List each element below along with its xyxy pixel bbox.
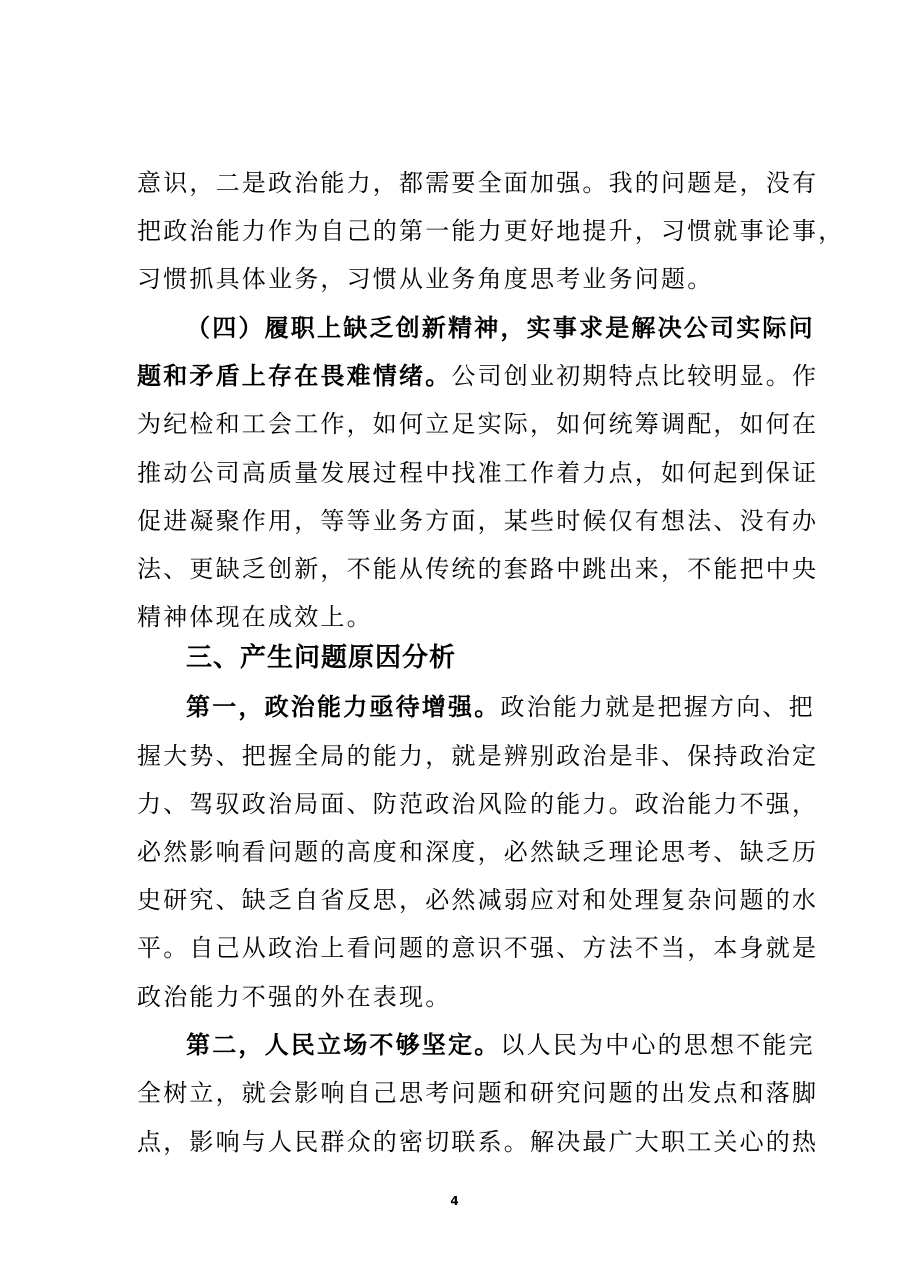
section-four-line: 为纪检和工会工作，如何立足实际，如何统筹调配，如何在 <box>137 410 819 438</box>
section-heading: 三、产生问题原因分析 <box>186 643 457 673</box>
reason-one-line: 史研究、缺乏自省反思，必然减弱应对和处理复杂问题的水 <box>137 886 819 914</box>
reason-two-lead <box>186 1029 815 1061</box>
reason-one-line: 政治能力不强的外在表现。 <box>137 983 452 1011</box>
section-four-line: 法、更缺乏创新，不能从传统的套路中跳出来，不能把中央 <box>137 555 819 583</box>
reason-one-title: 第一，政治能力亟待增强。 <box>186 693 501 721</box>
section-four-title: （四）履职上缺乏创新精神，实事求是解决公司实际问 <box>186 314 815 342</box>
section-four-text: 公司创业初期特点比较明显。作 <box>451 362 819 390</box>
reason-one-lead <box>186 691 815 723</box>
section-four-line <box>137 360 819 392</box>
reason-two-line: 点，影响与人民群众的密切联系。解决最广大职工关心的热 <box>137 1128 819 1156</box>
page-number: 4 <box>450 1194 459 1208</box>
section-four-line: 推动公司高质量发展过程中找准工作着力点，如何起到保证 <box>137 459 819 487</box>
reason-one-line: 平。自己从政治上看问题的意识不强、方法不当，本身就是 <box>137 934 819 962</box>
reason-one-text: 政治能力就是把握方向、把 <box>500 693 815 721</box>
section-four-line: 促进凝聚作用，等等业务方面，某些时候仅有想法、没有办 <box>137 507 819 535</box>
paragraph-line: 意识，二是政治能力，都需要全面加强。我的问题是，没有 <box>137 169 819 197</box>
reason-one-line: 必然影响看问题的高度和深度，必然缺乏理论思考、缺乏历 <box>137 838 819 866</box>
reason-two-title: 第二，人民立场不够坚定。 <box>186 1031 501 1059</box>
paragraph-line: 习惯抓具体业务，习惯从业务角度思考业务问题。 <box>137 265 714 293</box>
reason-one-line: 握大势、把握全局的能力，就是辨别政治是非、保持政治定 <box>137 742 819 770</box>
section-four-line: 精神体现在成效上。 <box>137 603 373 631</box>
reason-one-line: 力、驾驭政治局面、防范政治风险的能力。政治能力不强， <box>137 790 819 818</box>
paragraph-line: 把政治能力作为自己的第一能力更好地提升，习惯就事论事， <box>137 217 845 245</box>
section-four-title-end: 题和矛盾上存在畏难情绪。 <box>137 362 452 390</box>
reason-two-line: 全树立，就会影响自己思考问题和研究问题的出发点和落脚 <box>137 1079 819 1107</box>
reason-two-text: 以人民为中心的思想不能完 <box>500 1031 815 1059</box>
